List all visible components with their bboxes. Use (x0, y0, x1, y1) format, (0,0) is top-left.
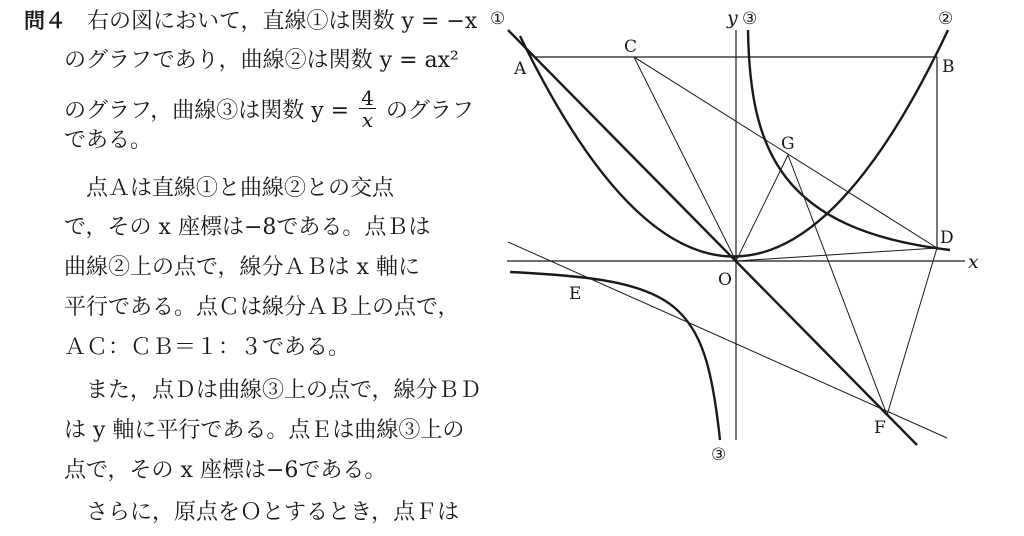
label-point-E: E (569, 284, 582, 304)
label-point-C: C (624, 37, 638, 57)
problem-line-9: ＡＣ：ＣＢ＝１：３である。 (64, 335, 351, 360)
label-curve-2: ② (938, 9, 954, 29)
curve-3-right-branch (748, 30, 950, 250)
problem-line-13: さらに，原点をＯとするとき，点Ｆは (86, 500, 460, 525)
coordinate-figure (480, 0, 1000, 470)
label-point-B: B (942, 57, 955, 77)
problem-line-2: のグラフであり，曲線②は関数 y = ax² (64, 48, 459, 73)
segment-GF (788, 155, 887, 415)
fraction-4-over-x: $\frac{4}{x}$ (361, 86, 374, 132)
problem-line-3: のグラフ，曲線③は関数 y = $\frac{4}{x}$ のグラフ (64, 86, 474, 132)
curve-2-parabola (520, 30, 948, 257)
curve-3-left-branch (510, 272, 720, 440)
label-line-1: ① (490, 9, 506, 29)
label-y-axis: y (727, 7, 738, 29)
problem-line-4: である。 (64, 128, 153, 153)
label-point-O: O (718, 270, 732, 290)
segment-OD (736, 248, 937, 261)
label-curve-3-top: ③ (742, 9, 758, 29)
problem-line-11: は y 軸に平行である。点Ｅは曲線③上の (64, 418, 465, 443)
label-x-axis: x (968, 251, 979, 273)
label-curve-3-bottom: ③ (711, 445, 727, 465)
problem-line-7: 曲線②上の点で，線分ＡＢは x 軸に (64, 255, 420, 280)
label-point-A: A (514, 59, 527, 79)
problem-text (0, 0, 482, 536)
problem-line-10: また，点Ｄは曲線③上の点で，線分ＢＤ (86, 378, 482, 403)
problem-line-6: で，その x 座標は−8である。点Ｂは (64, 215, 431, 240)
segment-CO (634, 57, 736, 261)
label-point-G: G (781, 134, 795, 154)
label-point-D: D (940, 228, 954, 248)
label-point-F: F (874, 418, 886, 438)
segment-DF (887, 248, 937, 415)
problem-number: 問４ (24, 9, 66, 33)
problem-line-1: 問４ 右の図において，直線①は関数 y = −x (24, 9, 478, 34)
problem-line-12: 点で，その x 座標は−6である。 (64, 458, 387, 483)
problem-line-5: 点Ａは直線①と曲線②との交点 (86, 176, 395, 201)
problem-line-8: 平行である。点Ｃは線分ＡＢ上の点で， (64, 295, 460, 320)
